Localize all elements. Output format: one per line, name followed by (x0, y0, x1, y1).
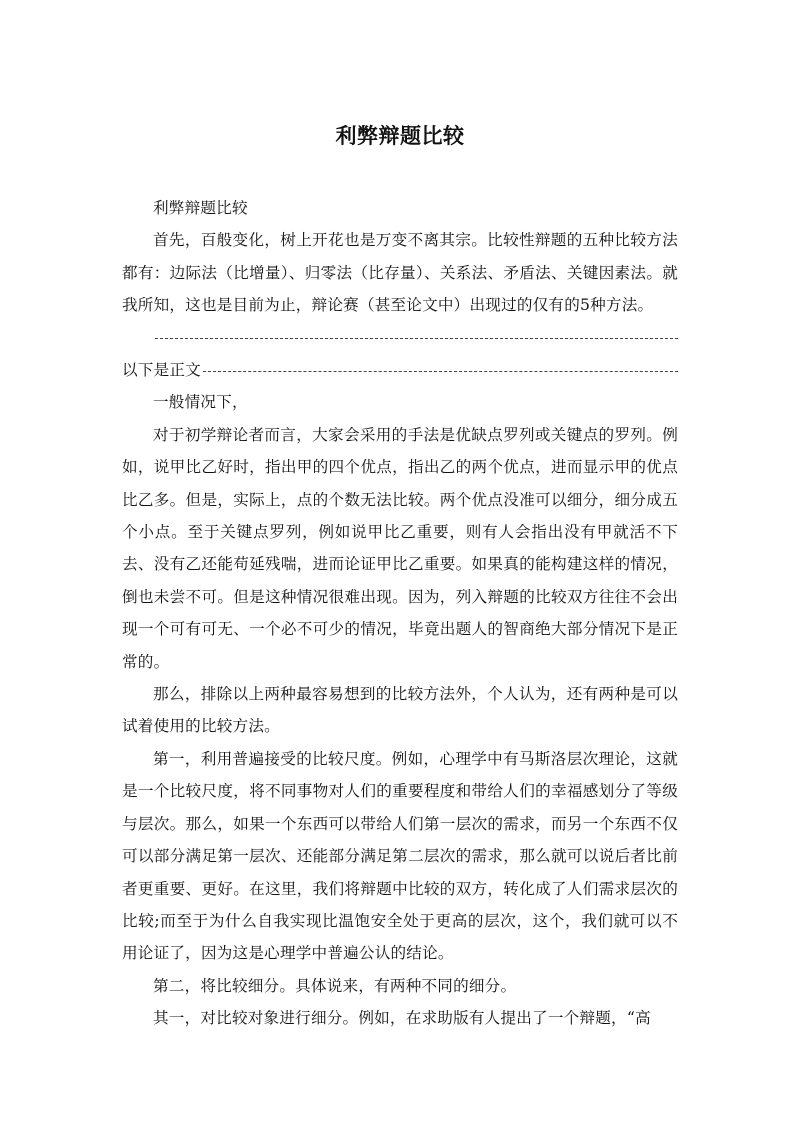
body-paragraph: 第二，将比较细分。具体说来，有两种不同的细分。 (153, 976, 517, 995)
body-paragraph: 对于初学辩论者而言，大家会采用的手法是优缺点罗列或关键点的罗列。例如，说甲比乙好时，指出甲的四个优点，指出乙的两个优点，进而显示甲的优点比乙多。但是，实际上，点的个数无法比较。两个优点没准可以细分，细分成五个小点。至于关键点罗列，例如说甲比乙重要，则有人会指出没有甲就活不下去、没有乙还能苟延残喘，进而论证甲比乙重要。如果真的能构建这样的情况，倒也未尝不可。但是这种情况很难出现。因为，列入辩题的比较双方往往不会出现一个可有可无、一个必不可少的情况，毕竟出题人的智商绝大部分情况下是正常的。 (122, 425, 678, 671)
subtitle: 利弊辩题比较 (153, 199, 248, 217)
divider-label: 以下是正文 (122, 361, 201, 380)
body-paragraph: 一般情况下， (153, 393, 248, 412)
document-body (122, 192, 678, 1035)
body-paragraph: 第一，利用普遍接受的比较尺度。例如，心理学中有马斯洛层次理论，这就是一个比较尺度，将不同事物对人们的重要程度和带给人们的幸福感划分了等级与层次。那么，如果一个东西可以带给人们第一层次的需求，而另一个东西不仅可以部分满足第一层次、还能部分满足第二层次的需求，那么就可以说后者比前者更重要、更好。在这里，我们将辩题中比较的双方，转化成了人们需求层次的比较;而至于为什么自我实现比温饱安全处于更高的层次，这个，我们就可以不用论证了，因为这是心理学中普遍公认的结论。 (122, 749, 678, 963)
document-title: 利弊辩题比较 (335, 124, 465, 148)
intro-paragraph: 首先，百般变化，树上开花也是万变不离其宗。比较性辩题的五种比较方法都有：边际法（比增量）、归零法（比存量）、关系法、矛盾法、关键因素法。就我所知，这也是目前为止，辩论赛（甚至论文中）出现过的仅有的5种方法。 (122, 231, 678, 315)
body-paragraph: 其一，对比较对象进行细分。例如，在求助版有人提出了一个辩题，“高 (153, 1009, 651, 1028)
divider-line (122, 322, 678, 354)
body-paragraph: 那么，排除以上两种最容易想到的比较方法外，个人认为，还有两种是可以试着使用的比较方法。 (122, 685, 678, 736)
divider-label-line (122, 354, 678, 386)
dashed-rule (155, 338, 678, 339)
dashed-rule (203, 371, 678, 372)
